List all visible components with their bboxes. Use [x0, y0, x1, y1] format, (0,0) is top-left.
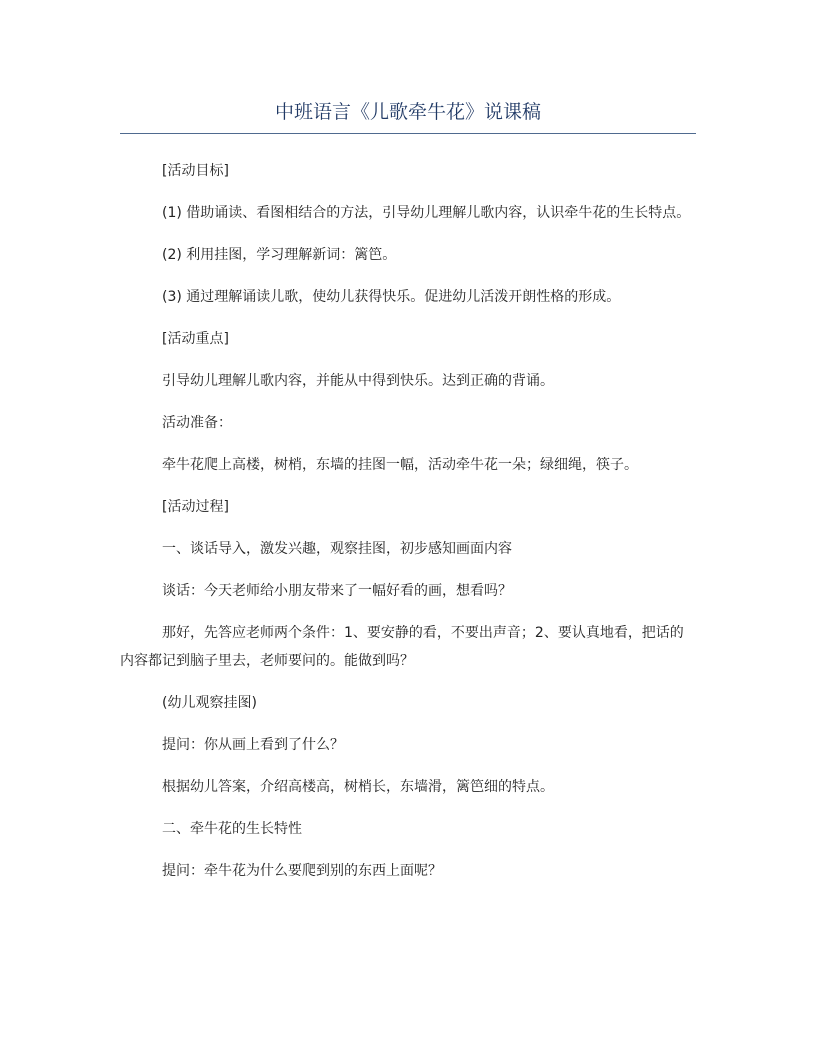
paragraph: 活动准备： [162, 415, 232, 431]
paragraph: 那好，先答应老师两个条件：1、要安静的看，不要出声音；2、要认真地看，把话的内容都记到脑子里去，老师要问的。能做到吗？ [120, 625, 684, 669]
paragraph: 二、牵牛花的生长特性 [162, 821, 302, 837]
paragraph: 一、谈话导入，激发兴趣，观察挂图，初步感知画面内容 [162, 541, 512, 557]
paragraph: 提问：牵牛花为什么要爬到别的东西上面呢？ [162, 863, 442, 879]
paragraph: 牵牛花爬上高楼，树梢，东墙的挂图一幅，活动牵牛花一朵；绿细绳，筷子。 [162, 457, 638, 473]
title-divider [120, 133, 696, 134]
paragraph: 提问：你从画上看到了什么？ [162, 737, 344, 753]
paragraph: [活动重点] [162, 331, 229, 347]
paragraph: [活动目标] [162, 163, 229, 179]
paragraph: (3) 通过理解诵读儿歌，使幼儿获得快乐。促进幼儿活泼开朗性格的形成。 [162, 289, 621, 305]
paragraph: 引导幼儿理解儿歌内容，并能从中得到快乐。达到正确的背诵。 [162, 373, 554, 389]
paragraph: 根据幼儿答案，介绍高楼高，树梢长，东墙滑，篱笆细的特点。 [162, 779, 554, 795]
document-body [120, 157, 696, 899]
paragraph: (幼儿观察挂图) [162, 695, 257, 711]
paragraph: [活动过程] [162, 499, 229, 515]
paragraph: 谈话：今天老师给小朋友带来了一幅好看的画，想看吗？ [162, 583, 512, 599]
document-title: 中班语言《儿歌牵牛花》说课稿 [274, 101, 541, 123]
paragraph: (1) 借助诵读、看图相结合的方法，引导幼儿理解儿歌内容，认识牵牛花的生长特点。 [162, 205, 691, 221]
paragraph: (2) 利用挂图，学习理解新词：篱笆。 [162, 247, 397, 263]
